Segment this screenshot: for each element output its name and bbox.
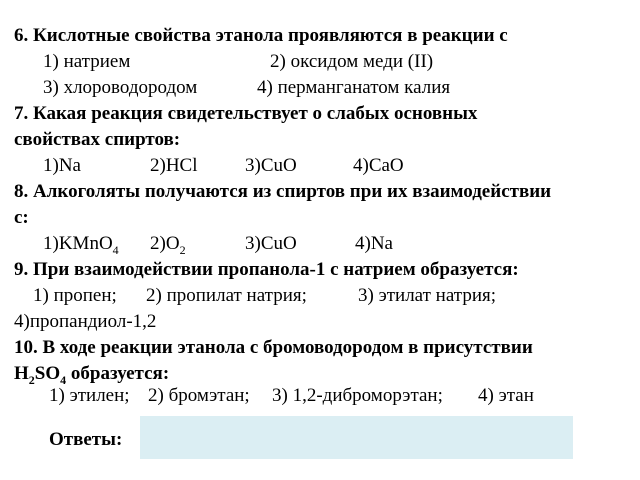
q6-option-2: 2) оксидом меди (II)	[270, 51, 434, 72]
question-7-title-line2: свойствах спиртов:	[14, 129, 181, 150]
q7-option-1: 1)Na	[43, 155, 81, 176]
question-9-title: 9. При взаимодействии пропанола-1 с натрием образуется:	[14, 259, 519, 280]
q8-option-3: 3)CuO	[245, 233, 297, 254]
q8-option-1-subscript: 4	[112, 242, 119, 257]
question-10-title-line2	[14, 363, 169, 385]
q8-option-1	[43, 233, 119, 255]
q8-option-2-subscript: 2	[179, 242, 186, 257]
q10-formula-so: SO	[34, 363, 61, 384]
q8-option-2-text: 2)O	[150, 233, 180, 254]
question-6-title: 6. Кислотные свойства этанола проявляются в реакции с	[14, 25, 508, 46]
q8-option-2	[150, 233, 186, 255]
question-7-title-line1: 7. Какая реакция свидетельствует о слабых основных	[14, 103, 478, 124]
q7-option-2: 2)HCl	[150, 155, 198, 176]
q7-option-4: 4)CaO	[353, 155, 404, 176]
q8-option-4: 4)Na	[355, 233, 393, 254]
q6-option-4: 4) перманганатом калия	[257, 77, 451, 98]
q10-formula-h: H	[14, 363, 29, 384]
q10-formula-sub1: 2	[28, 372, 35, 387]
q10-formula-sub2: 4	[60, 372, 67, 387]
q10-title-tail: образуется:	[66, 363, 170, 384]
question-8-title-line1: 8. Алкоголяты получаются из спиртов при их взаимодействии	[14, 181, 552, 202]
q9-option-2: 2) пропилат натрия;	[146, 285, 307, 306]
q8-option-1-text: 1)KMnO	[43, 233, 113, 254]
q10-option-4: 4) этан	[478, 385, 534, 406]
q10-option-2: 2) бромэтан;	[148, 385, 250, 406]
q9-option-3: 3) этилат натрия;	[358, 285, 497, 306]
q10-option-1: 1) этилен;	[49, 385, 130, 406]
answers-label: Ответы:	[49, 429, 123, 450]
answers-box[interactable]	[140, 416, 573, 459]
q9-option-4: 4)пропандиол-1,2	[14, 311, 157, 332]
question-10-title-line1: 10. В ходе реакции этанола с бромоводородом в присутствии	[14, 337, 533, 358]
q10-option-3: 3) 1,2-диброморэтан;	[272, 385, 443, 406]
q7-option-3: 3)CuO	[245, 155, 297, 176]
q6-option-3: 3) хлороводородом	[43, 77, 198, 98]
question-8-title-line2: с:	[14, 207, 29, 228]
q6-option-1: 1) натрием	[43, 51, 131, 72]
q9-option-1: 1) пропен;	[33, 285, 117, 306]
